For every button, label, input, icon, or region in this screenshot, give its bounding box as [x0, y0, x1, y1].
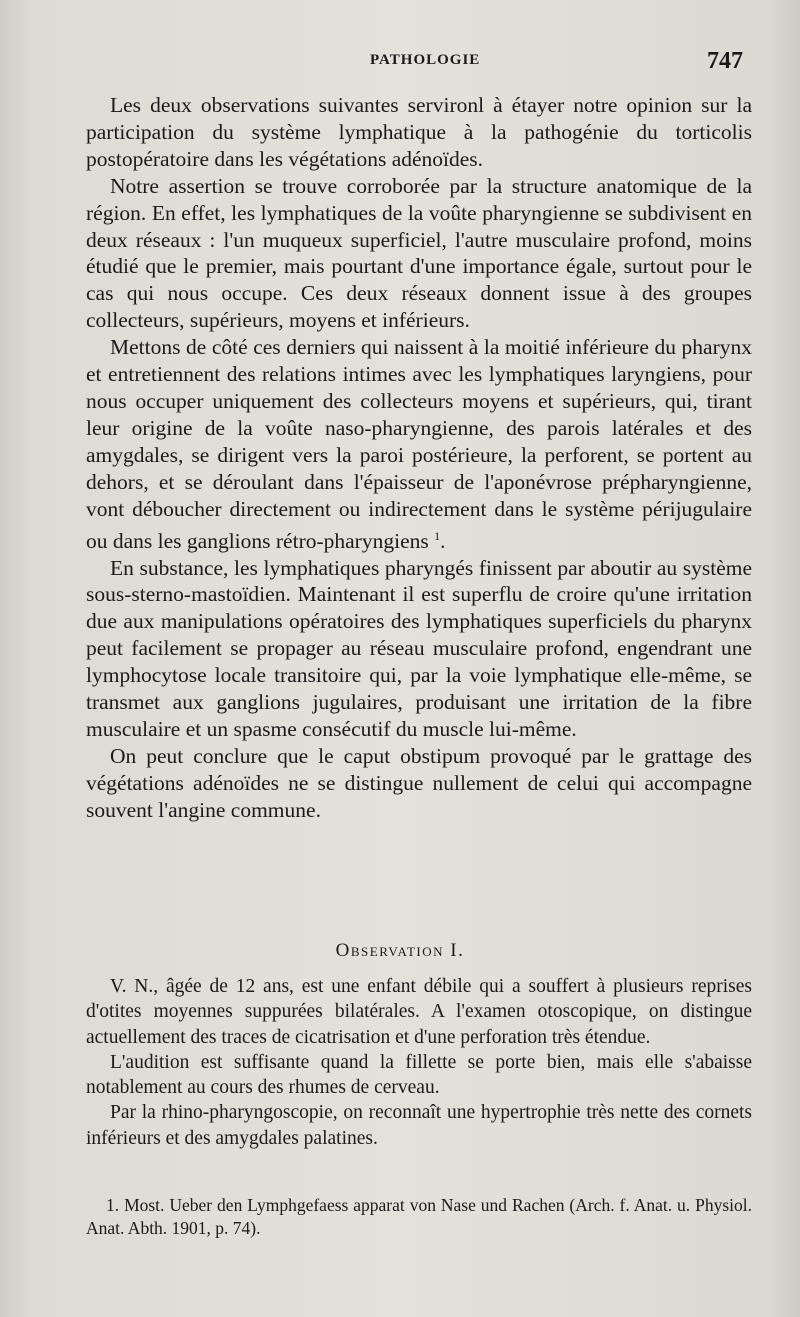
observation-paragraph-3: Par la rhino-pharyngoscopie, on reconnaît une hypertrophie très nette des cornets inférieurs et des amygdales palatines.: [86, 1102, 752, 1149]
page-number: 747: [707, 48, 743, 74]
running-head: [0, 48, 800, 78]
paragraph-3-text: Mettons de côté ces derniers qui naissent à la moitié inférieure du pharynx et entretiennent des relations intimes avec les lymphatiques laryngiens, pour nous occuper uniquement des collecteurs moyens et supérieurs, qui, tirant leur origine de la voûte naso-pharyngienne, des parois latérales et des amygdales, se dirigent vers la paroi postérieure, la perforent, se portent au dehors, et se déroulant dans l'épaisseur de l'aponévrose prépharyngienne, vont déboucher directement ou indirectement dans le système périjugulaire ou dans les ganglions rétro-pharyngiens: [86, 335, 752, 553]
footnote-marker: 1: [434, 528, 441, 543]
paragraph-2: Notre assertion se trouve corroborée par la structure anatomique de la région. En effet, les lymphatiques de la voûte pharyngienne se subdivisent en deux réseaux : l'un muqueux superficiel, l'autre musculaire profond, moins étudié que le premier, mais pourtant d'une importance égale, surtout pour le cas qui nous occupe. Ces deux réseaux donnent issue à des groupes collecteurs, supérieurs, moyens et inférieurs.: [86, 173, 752, 333]
paragraph-4: En substance, les lymphatiques pharyngés finissent par aboutir au système sous-sterno-mastoïdien. Maintenant il est superflu de croire qu'une irritation due aux manipulations opératoires des lymphatiques superficiels du pharynx peut facilement se propager au réseau musculaire profond, engendrant une lymphocytose locale transitoire qui, par la voie lymphatique elle-même, se transmet aux ganglions jugulaires, produisant une irritation de la fibre musculaire et un spasme consécutif du muscle lui-même.: [86, 555, 752, 741]
running-title: PATHOLOGIE: [370, 52, 481, 68]
paragraph-3-end: .: [440, 528, 446, 553]
paragraph-3: [86, 334, 752, 554]
observation-heading: Observation I.: [335, 940, 465, 961]
main-text: [86, 92, 752, 824]
observation-paragraph-1: V. N., âgée de 12 ans, est une enfant débile qui a souffert à plusieurs reprises d'otites moyennes suppurées bilatérales. A l'examen otoscopique, on distingue actuellement des traces de cicatrisation et d'une perforation très étendue.: [86, 976, 752, 1048]
paragraph-5: On peut conclure que le caput obstipum provoqué par le grattage des végétations adénoïdes ne se distingue nullement de celui qui accompagne souvent l'angine commune.: [86, 743, 752, 822]
paragraph-1: Les deux observations suivantes servironl à étayer notre opinion sur la participation du système lymphatique à la pathogénie du torticolis postopératoire dans les végétations adénoïdes.: [86, 93, 752, 171]
observation-text: [86, 974, 752, 1151]
footnote-number: 1.: [106, 1195, 120, 1215]
footnote-text: Most. Ueber den Lymphgefaess apparat von Nase und Rachen (Arch. f. Anat. u. Physiol. Anat. Abth. 1901, p. 74).: [86, 1195, 752, 1238]
observation-paragraph-2: L'audition est suffisante quand la fillette se porte bien, mais elle s'abaisse notablement au cours des rhumes de cerveau.: [86, 1051, 752, 1099]
footnote: [86, 1194, 752, 1240]
